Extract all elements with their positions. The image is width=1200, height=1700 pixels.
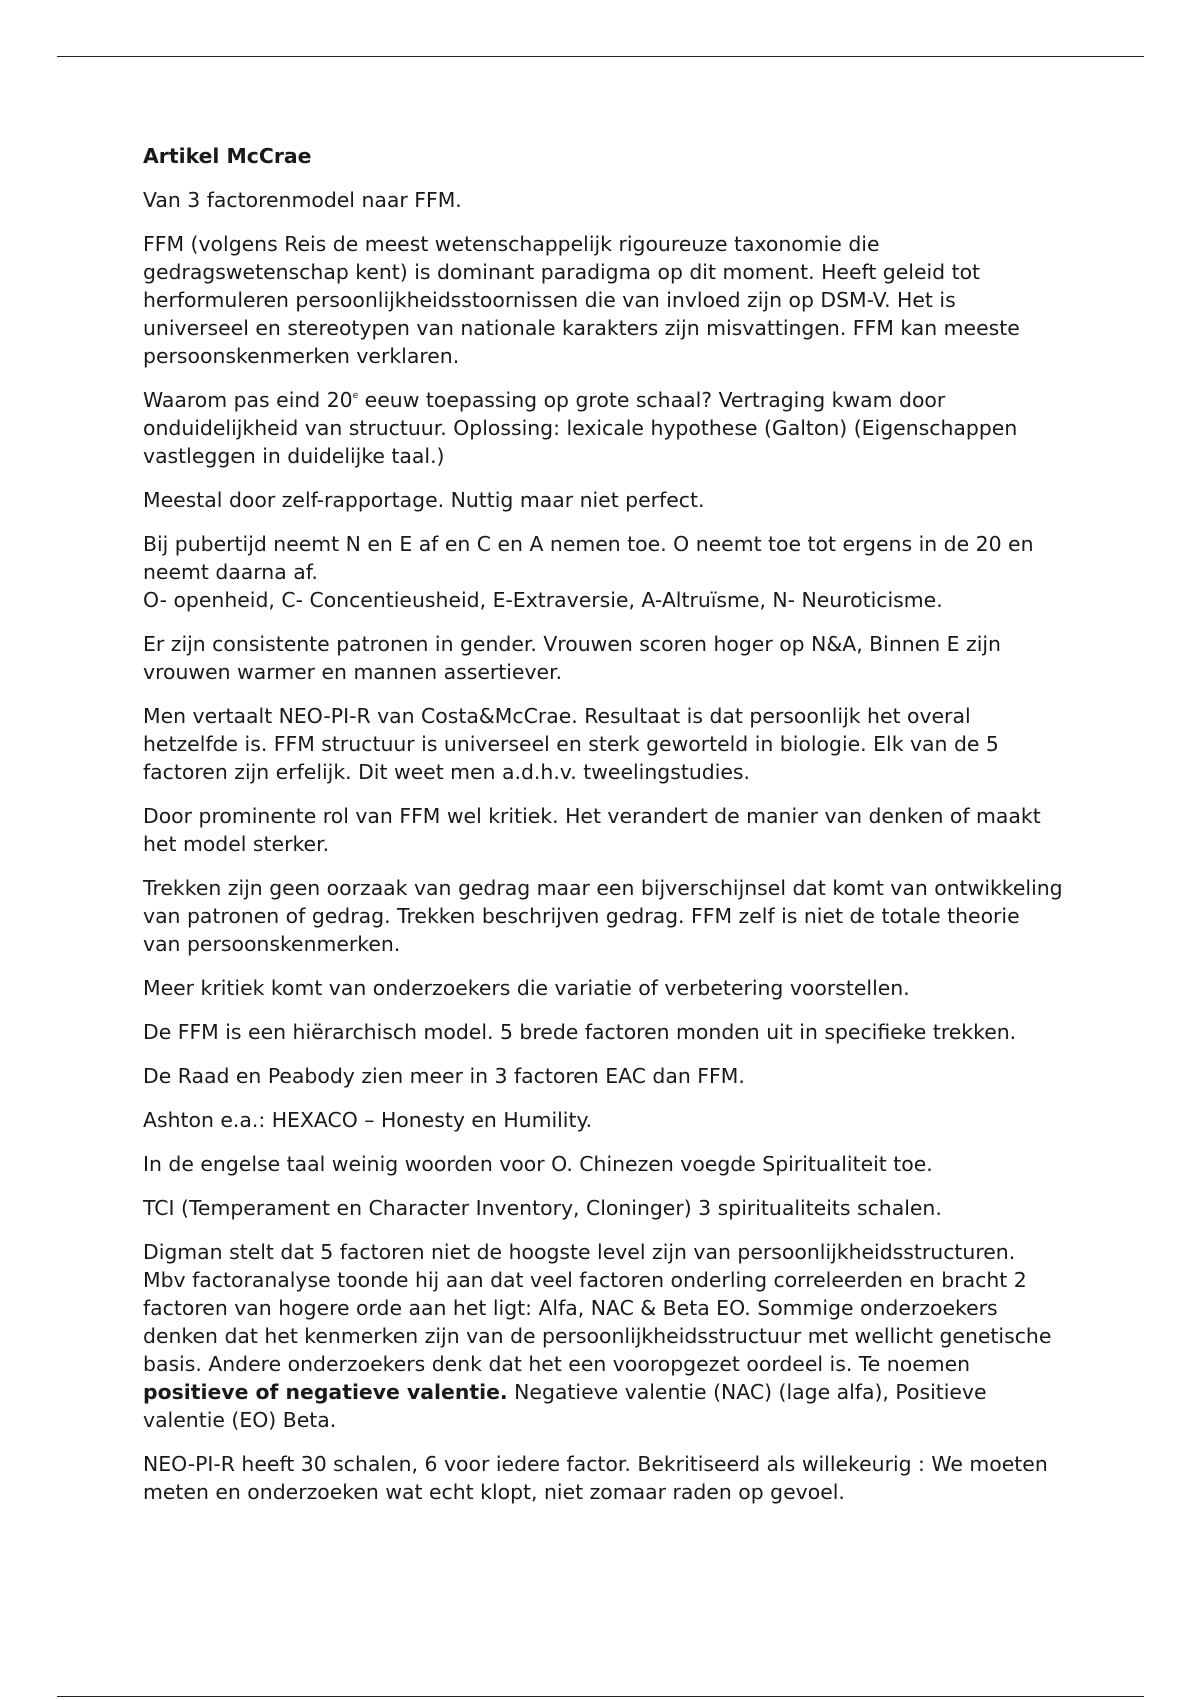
paragraph-line: O- openheid, C- Concentieusheid, E-Extraversie, A-Altruïsme, N- Neuroticisme. (143, 588, 943, 612)
paragraph: FFM (volgens Reis de meest wetenschappelijk rigoureuze taxonomie die gedragswetenschap kent) is dominant paradigma op dit moment. Heeft geleid tot herformuleren persoonlijkheidsstoornissen die van invloed zijn op DSM-V. Het is universeel en stereotypen van nationale karakters zijn misvattingen. FFM kan meeste persoonskenmerken verklaren. (143, 232, 1020, 368)
paragraph: Ashton e.a.: HEXACO – Honesty en Humility. (143, 1108, 593, 1132)
bold-text: positieve of negatieve valentie. (143, 1380, 508, 1404)
header-rule (57, 56, 1144, 57)
paragraph: Meestal door zelf-rapportage. Nuttig maar niet perfect. (143, 488, 705, 512)
paragraph-text: Digman stelt dat 5 factoren niet de hoogste level zijn van persoonlijkheidsstructuren. Mbv factoranalyse toonde hij aan dat veel factoren onderling correleerden en bracht 2 factoren van hogere orde aan het ligt: Alfa, NAC & Beta EO. Sommige onderzoekers denken dat het kenmerken zijn van de persoonlijkheidsstructuur met wellicht genetische basis. Andere onderzoekers denk dat het een vooropgezet oordeel is. Te noemen (143, 1240, 1052, 1376)
paragraph-text: eeuw toepassing op grote schaal? Vertraging kwam door onduidelijkheid van structuur. Oplossing: lexicale hypothese (Galton) (Eigenschappen vastleggen in duidelijke taal.) (143, 388, 1018, 468)
paragraph: NEO-PI-R heeft 30 schalen, 6 voor iedere factor. Bekritiseerd als willekeurig : We moeten meten en onderzoeken wat echt klopt, niet zomaar raden op gevoel. (143, 1452, 1048, 1504)
paragraph-line: Bij pubertijd neemt N en E af en C en A nemen toe. O neemt toe tot ergens in de 20 en neemt daarna af. (143, 532, 1034, 584)
footer-rule (57, 1696, 1144, 1697)
document-body (143, 142, 1063, 1522)
document-title: Artikel McCrae (143, 144, 312, 168)
paragraph: Meer kritiek komt van onderzoekers die variatie of verbetering voorstellen. (143, 976, 910, 1000)
paragraph: TCI (Temperament en Character Inventory, Cloninger) 3 spiritualiteits schalen. (143, 1196, 942, 1220)
paragraph: Er zijn consistente patronen in gender. Vrouwen scoren hoger op N&A, Binnen E zijn vrouwen warmer en mannen assertiever. (143, 632, 1001, 684)
paragraph: De FFM is een hiërarchisch model. 5 brede factoren monden uit in specifieke trekken. (143, 1020, 1017, 1044)
paragraph: Door prominente rol van FFM wel kritiek. Het verandert de manier van denken of maakt het model sterker. (143, 804, 1041, 856)
paragraph (143, 1238, 1063, 1434)
paragraph: De Raad en Peabody zien meer in 3 factoren EAC dan FFM. (143, 1064, 745, 1088)
paragraph: Trekken zijn geen oorzaak van gedrag maar een bijverschijnsel dat komt van ontwikkeling van patronen of gedrag. Trekken beschrijven gedrag. FFM zelf is niet de totale theorie van persoonskenmerken. (143, 876, 1063, 956)
paragraph: Men vertaalt NEO-PI-R van Costa&McCrae. Resultaat is dat persoonlijk het overal hetzelfde is. FFM structuur is universeel en sterk geworteld in biologie. Elk van de 5 factoren zijn erfelijk. Dit weet men a.d.h.v. tweelingstudies. (143, 704, 999, 784)
superscript: e (352, 391, 359, 401)
paragraph (143, 386, 1063, 470)
paragraph: Van 3 factorenmodel naar FFM. (143, 188, 462, 212)
paragraph (143, 530, 1063, 614)
paragraph-text: Negatieve valentie (NAC) (lage alfa), Positieve valentie (EO) Beta. (143, 1380, 987, 1432)
paragraph-text: Waarom pas eind 20 (143, 388, 353, 412)
paragraph: In de engelse taal weinig woorden voor O. Chinezen voegde Spiritualiteit toe. (143, 1152, 933, 1176)
